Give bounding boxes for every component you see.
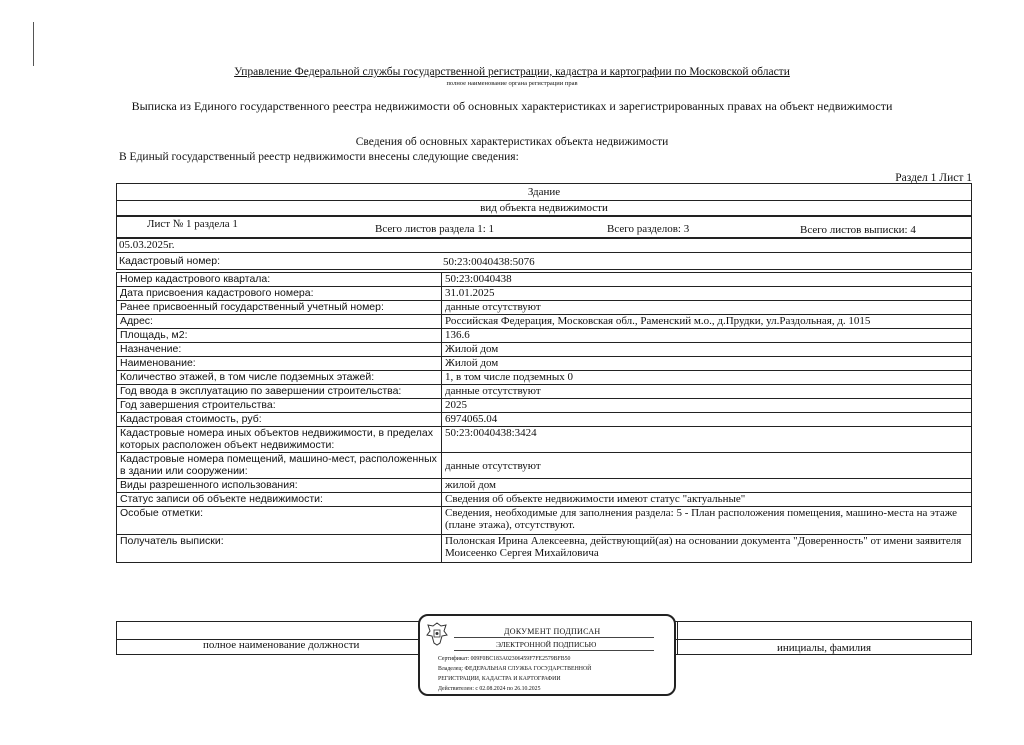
table-row: Год ввода в эксплуатацию по завершении строительства: данные отсутствуют: [117, 385, 972, 399]
sheet-number: Лист № 1 раздела 1: [147, 218, 238, 230]
cadastral-number-label: Кадастровый номер:: [119, 255, 221, 267]
table-row: Адрес: Российская Федерация, Московская обл., Раменский м.о., д.Прудки, ул.Раздольная, д. 1015: [117, 315, 972, 329]
stamp-certificate: Сертификат: 009F0BC183A02306459F7FE2579BFB50: [438, 656, 571, 662]
extract-date: 05.03.2025г.: [119, 239, 175, 251]
table-row: Ранее присвоенный государственный учетный номер: данные отсутствуют: [117, 301, 972, 315]
stamp-subtitle: ЭЛЕКТРОННОЙ ПОДПИСЬЮ: [496, 640, 597, 649]
stamp-owner-line1: Владелец: ФЕДЕРАЛЬНАЯ СЛУЖБА ГОСУДАРСТВЕННОЙ: [438, 666, 592, 672]
scan-edge-line: [33, 22, 34, 66]
object-type: Здание: [116, 183, 972, 201]
table-row: Особые отметки: Сведения, необходимые для заполнения раздела: 5 - План расположения помещения, машино-места на этаже (плане этажа), отсутствуют.: [117, 507, 972, 535]
extract-title: Выписка из Единого государственного реестра недвижимости об основных характеристиках и зарегистрированных правах на объект недвижимости: [131, 99, 893, 113]
cadastral-number: 50:23:0040438:5076: [443, 256, 535, 268]
sheet-info-row: [116, 216, 972, 238]
agency-name: Управление Федеральной службы государственной регистрации, кадастра и картографии по Московской области: [234, 66, 790, 78]
agency-caption: полное наименование органа регистрации прав: [446, 80, 578, 87]
table-row: Кадастровые номера иных объектов недвижимости, в пределах которых расположен объект недвижимости: 50:23:0040438:3424: [117, 427, 972, 453]
stamp-owner-line2: РЕГИСТРАЦИИ, КАДАСТРА И КАРТОГРАФИИ: [438, 676, 561, 682]
total-sections: Всего разделов: 3: [607, 223, 690, 235]
position-caption: полное наименование должности: [203, 639, 360, 651]
coat-of-arms-icon: [426, 622, 448, 646]
table-row: Количество этажей, в том числе подземных этажей: 1, в том числе подземных 0: [117, 371, 972, 385]
electronic-signature-stamp: [418, 614, 676, 696]
initials-caption: инициалы, фамилия: [777, 642, 872, 654]
object-data-table: [116, 272, 972, 563]
table-row: Номер кадастрового квартала: 50:23:0040438: [117, 273, 972, 287]
table-row: Получатель выписки: Полонская Ирина Алексеевна, действующий(ая) на основании документа "Доверенность" от имени заявителя Моисеенко Сергея Михайловича: [117, 535, 972, 563]
sheets-in-section: Всего листов раздела 1: 1: [375, 223, 495, 235]
table-row: Дата присвоения кадастрового номера: 31.01.2025: [117, 287, 972, 301]
table-row: Год завершения строительства: 2025: [117, 399, 972, 413]
table-row: Кадастровые номера помещений, машино-мест, расположенных в здании или сооружении: данные отсутствуют: [117, 453, 972, 479]
table-row: Статус записи об объекте недвижимости: Сведения об объекте недвижимости имеют статус "актуальные": [117, 493, 972, 507]
stamp-title: ДОКУМЕНТ ПОДПИСАН: [504, 627, 601, 636]
table-row: Площадь, м2: 136.6: [117, 329, 972, 343]
table-row: Наименование: Жилой дом: [117, 357, 972, 371]
stamp-validity: Действителен: с 02.08.2024 по 26.10.2025: [438, 686, 541, 692]
table-row: Назначение: Жилой дом: [117, 343, 972, 357]
date-row: [116, 238, 972, 253]
intro-text: В Единый государственный реестр недвижимости внесены следующие сведения:: [119, 151, 519, 163]
cadastral-number-row: [116, 252, 972, 270]
table-row: Кадастровая стоимость, руб: 6974065.04: [117, 413, 972, 427]
table-row: Виды разрешенного использования: жилой дом: [117, 479, 972, 493]
total-sheets: Всего листов выписки: 4: [800, 224, 916, 236]
section-title: Сведения об основных характеристиках объекта недвижимости: [355, 136, 669, 148]
object-type-caption: вид объекта недвижимости: [116, 200, 972, 216]
page-info: Раздел 1 Лист 1: [895, 172, 972, 184]
